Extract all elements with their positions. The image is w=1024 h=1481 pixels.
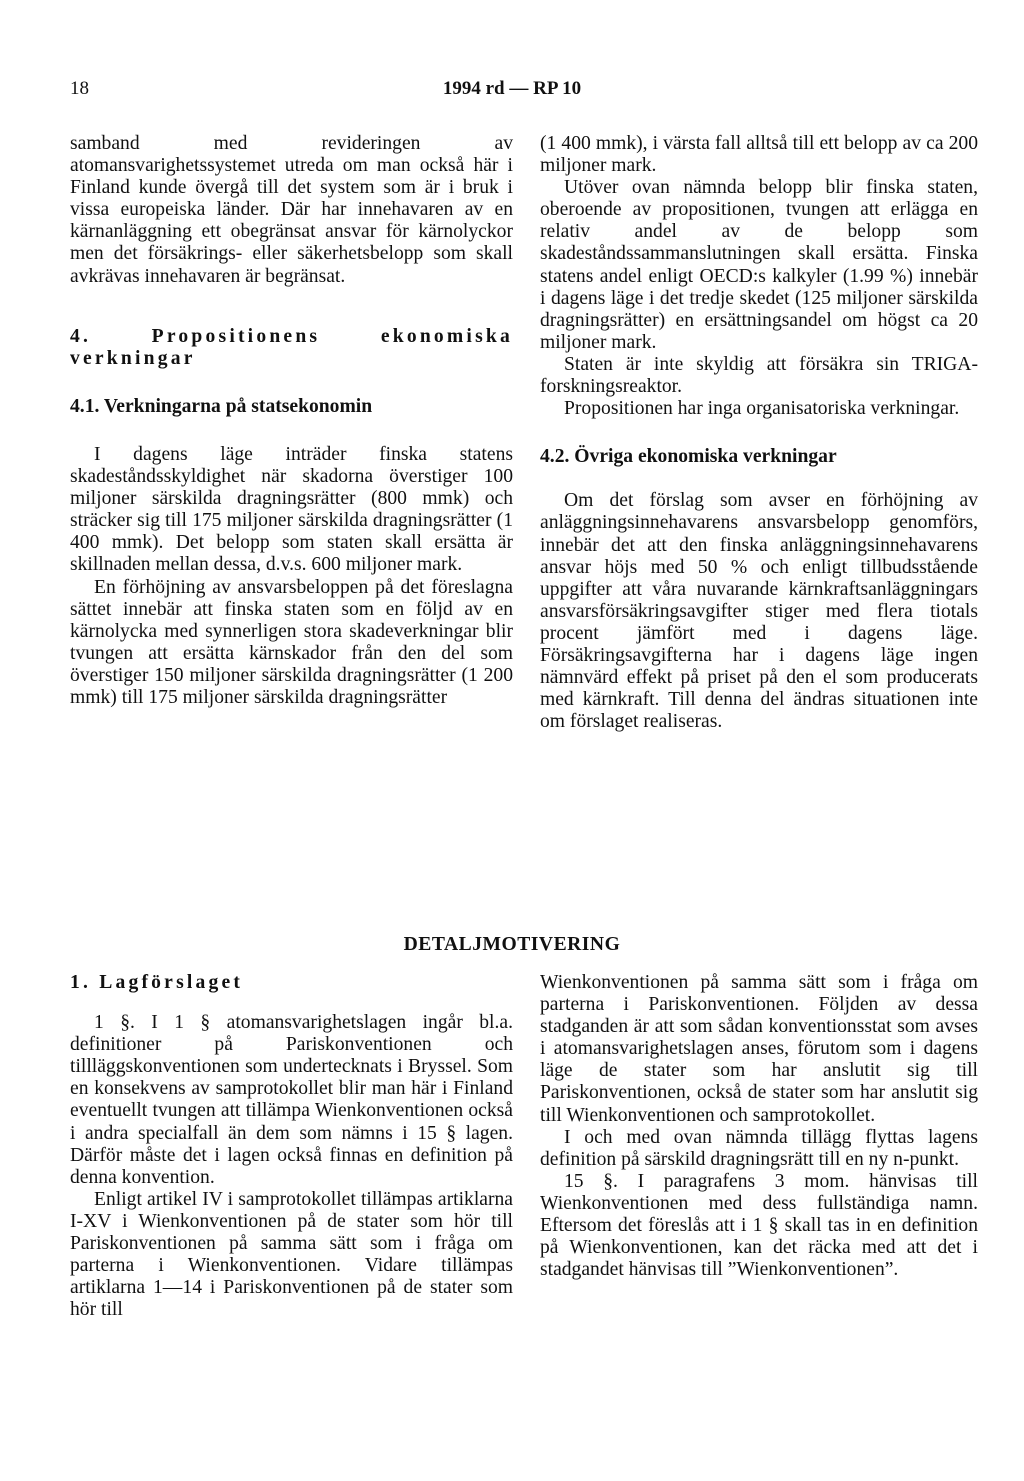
paragraph: Wienkonventionen på samma sätt som i fråga om parterna i Pariskonventionen. Följden av dessa stadganden är att som sådan konventionsstat som avses i atomansvarighetslagen anses, förutom som i dagens läge de stater som har anslutit sig till Pariskonventionen, också de stater som har anslutit sig till Wienkonventionen och samprotokollet. <box>540 972 978 1126</box>
paragraph: En förhöjning av ansvarsbeloppen på det föreslagna sättet innebär att finska staten som en följd av en kärnolycka med synnerligen stora skadeverkningar blir tvungen att ersätta kärnskador från den del som överstiger 150 miljoner särskilda dragningsrätter (1 200 mmk) till 175 miljoner särskilda dragningsrätter <box>70 576 513 708</box>
left-column-top <box>70 133 513 709</box>
section-heading-4: 4. Propositionens ekonomiska verkningar <box>70 325 513 369</box>
paragraph: samband med revideringen av atomansvarighetssystemet utreda om man också här i Finland kunde övergå till det system som är i bruk i vissa europeiska länder. Där har innehavaren av en kärnanläggning ett obegränsat ansvar för kärnolyckor men det försäkrings- eller säkerhetsbelopp som skall avkrävas innehavaren är begränsat. <box>70 133 513 287</box>
paragraph: Staten är inte skyldig att försäkra sin TRIGA-forskningsreaktor. <box>540 353 978 398</box>
right-column-top <box>540 133 978 733</box>
paragraph: Utöver ovan nämnda belopp blir finska staten, oberoende av propositionen, tvungen att erlägga en relativ andel av de belopp som skadeståndssammanslutningen skall ersätta. Finska statens andel enligt OECD:s kalkyler (1.99 %) innebär i dagens läge i det tredje skedet (125 miljoner särskilda dragningsrätter) en ersättningsandel om högst ca 20 miljoner mark. <box>540 177 978 353</box>
running-header: 1994 rd — RP 10 <box>442 78 582 99</box>
paragraph: 15 §. I paragrafens 3 mom. hänvisas till Wienkonventionen med dess fullständiga namn. Eftersom det föreslås att i 1 § skall tas in en definition på Wienkonventionen, kan det räcka med att det i stadgandet hänvisas till ”Wienkonventionen”. <box>540 1170 978 1281</box>
paragraph: I och med ovan nämnda tillägg flyttas lagens definition på särskild dragningsrätt till en ny n-punkt. <box>540 1126 978 1170</box>
detail-heading: DETALJMOTIVERING <box>403 934 621 955</box>
paragraph: Om det förslag som avser en förhöjning av anläggningsinnehavarens ansvarsbelopp genomförs, innebär det att den finska anläggningsinnehavarens ansvar höjs med 50 % och enligt tillbudsstående uppgifter att våra nuvarande kärnkraftsanläggningars ansvarsförsäkringsavgifter stiger med flera tiotals procent jämfört med i dagens läge. Försäkringsavgifterna har i dagens läge ingen nämnvärd effekt på priset på den el som producerats med kärnkraft. Till denna del ändras situationen inte om förslaget realiseras. <box>540 490 978 733</box>
subsection-heading-4-2: 4.2. Övriga ekonomiska verkningar <box>540 446 837 468</box>
paragraph: I dagens läge inträder finska statens skadeståndsskyldighet när skadorna överstiger 100 miljoner särskilda dragningsrätter (800 mmk) och sträcker sig till 175 miljoner särskilda dragningsrätter (1 400 mmk). Det belopp som staten skall ersätta är skillnaden mellan dessa, d.v.s. 600 miljoner mark. <box>70 443 513 576</box>
subsection-heading-4-1: 4.1. Verkningarna på statsekonomin <box>70 395 373 417</box>
paragraph: Enligt artikel IV i samprotokollet tillämpas artiklarna I-XV i Wienkonventionen på de stater som hör till Pariskonventionen på samma sätt som i fråga om parterna i Wienkonventionen. Vidare tillämpas artiklarna 1—14 i Pariskonventionen på de stater som hör till <box>70 1188 513 1321</box>
paragraph: Propositionen har inga organisatoriska verkningar. <box>564 398 960 420</box>
page-number: 18 <box>70 78 89 99</box>
right-column-bottom <box>540 972 978 1281</box>
left-column-bottom <box>70 972 513 1321</box>
paragraph: (1 400 mmk), i värsta fall alltså till ett belopp av ca 200 miljoner mark. <box>540 133 978 177</box>
section-heading-1: 1. Lagförslaget <box>70 972 244 993</box>
paragraph: 1 §. I 1 § atomansvarighetslagen ingår bl.a. definitioner på Pariskonventionen och tillläggskonventionen som undertecknats i Bryssel. Som en konsekvens av samprotokollet blir man här i Finland eventuellt tvungen att tillämpa Wienkonventionen också i andra specialfall än dem som nämns i 15 § lagen. Därför måste det i lagen också finnas en definition på denna konvention. <box>70 1012 513 1188</box>
